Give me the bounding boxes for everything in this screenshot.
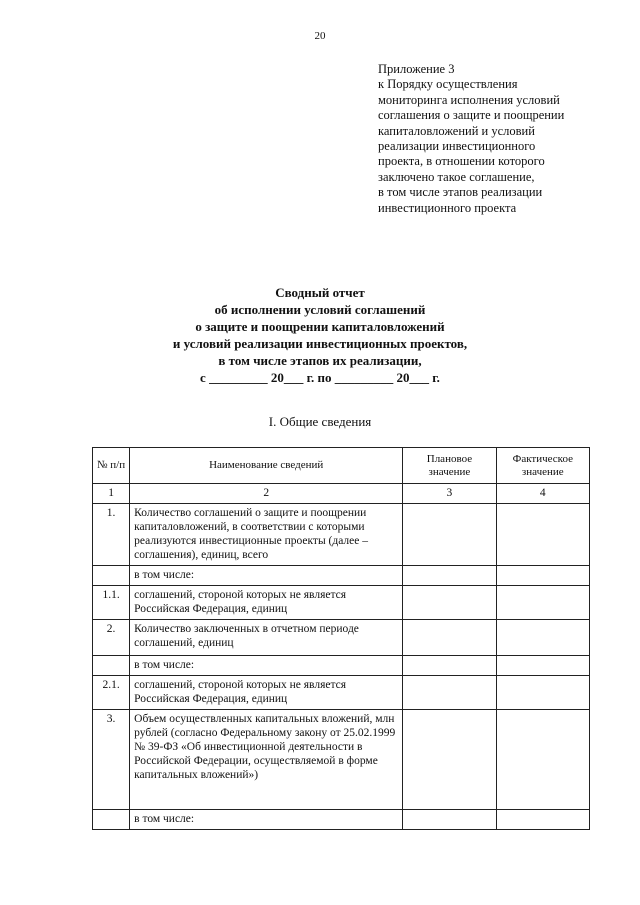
row-text: в том числе: <box>130 566 403 586</box>
table-row <box>93 810 590 830</box>
row-text: в том числе: <box>130 656 403 676</box>
actual-cell <box>496 504 589 566</box>
title-period-line: с _________ 20___ г. по _________ 20___ г. <box>200 370 440 385</box>
table-row <box>93 656 590 676</box>
row-text: в том числе: <box>130 810 403 830</box>
table-row <box>93 676 590 710</box>
appendix-line: инвестиционного проекта <box>378 200 517 215</box>
appendix-line: заключено такое соглашение, <box>378 169 535 184</box>
header-planned: Плановое значение <box>403 448 496 484</box>
appendix-line: к Порядку осуществления <box>378 77 518 92</box>
appendix-line: реализации инвестиционного <box>378 139 536 154</box>
appendix-line: соглашения о защите и поощрении <box>378 108 565 123</box>
title-line: в том числе этапов их реализации, <box>218 353 422 368</box>
title-line: о защите и поощрении капиталовложений <box>195 319 445 334</box>
actual-cell <box>496 586 589 620</box>
title-line: Сводный отчет <box>275 285 365 300</box>
actual-cell <box>496 656 589 676</box>
table-row <box>93 504 590 566</box>
row-text: Количество заключенных в отчетном периоде соглашений, единиц <box>130 620 403 656</box>
row-num <box>93 656 130 676</box>
row-num: 2.1. <box>93 676 130 710</box>
planned-cell <box>403 710 496 810</box>
table-header-row <box>93 448 590 484</box>
actual-cell <box>496 620 589 656</box>
row-text: Количество соглашений о защите и поощрении капиталовложений, в соответствии с которыми реализуются инвестиционные проекты (далее – соглашения), единиц, всего <box>130 504 403 566</box>
row-num: 1. <box>93 504 130 566</box>
planned-cell <box>403 586 496 620</box>
row-text: Объем осуществленных капитальных вложений, млн рублей (согласно Федеральному закону от 25.02.1999 № 39-ФЗ «Об инвестиционной деятельности в Российской Федерации, осуществляемой в форме капитальных вложений») <box>130 710 403 810</box>
header-actual: Фактическое значение <box>496 448 589 484</box>
planned-cell <box>403 566 496 586</box>
table-row <box>93 586 590 620</box>
column-number: 2 <box>130 484 403 504</box>
column-number: 3 <box>403 484 496 504</box>
row-num: 3. <box>93 710 130 810</box>
row-num: 1.1. <box>93 586 130 620</box>
row-num <box>93 566 130 586</box>
actual-cell <box>496 710 589 810</box>
appendix-line: Приложение 3 <box>378 62 455 76</box>
report-title <box>0 284 640 386</box>
planned-cell <box>403 810 496 830</box>
section-heading: I. Общие сведения <box>268 414 372 429</box>
appendix-note <box>378 62 618 216</box>
appendix-line: мониторинга исполнения условий <box>378 92 560 107</box>
appendix-line: проекта, в отношении которого <box>378 154 545 169</box>
planned-cell <box>403 676 496 710</box>
table-row <box>93 566 590 586</box>
actual-cell <box>496 810 589 830</box>
planned-cell <box>403 620 496 656</box>
title-line: и условий реализации инвестиционных проектов, <box>172 336 468 351</box>
appendix-line: капиталовложений и условий <box>378 123 535 138</box>
column-number-row <box>93 484 590 504</box>
page-number: 20 <box>314 30 326 42</box>
row-text: соглашений, стороной которых не является Российская Федерация, единиц <box>130 586 403 620</box>
actual-cell <box>496 676 589 710</box>
column-number: 4 <box>496 484 589 504</box>
planned-cell <box>403 656 496 676</box>
column-number: 1 <box>93 484 130 504</box>
table-row <box>93 710 590 810</box>
actual-cell <box>496 566 589 586</box>
row-text: соглашений, стороной которых не является Российская Федерация, единиц <box>130 676 403 710</box>
table-row <box>93 620 590 656</box>
title-line: об исполнении условий соглашений <box>214 302 426 317</box>
header-name: Наименование сведений <box>130 448 403 484</box>
row-num: 2. <box>93 620 130 656</box>
appendix-line: в том числе этапов реализации <box>378 185 543 200</box>
header-num: № п/п <box>93 448 130 484</box>
general-info-table <box>92 447 590 830</box>
planned-cell <box>403 504 496 566</box>
row-num <box>93 810 130 830</box>
